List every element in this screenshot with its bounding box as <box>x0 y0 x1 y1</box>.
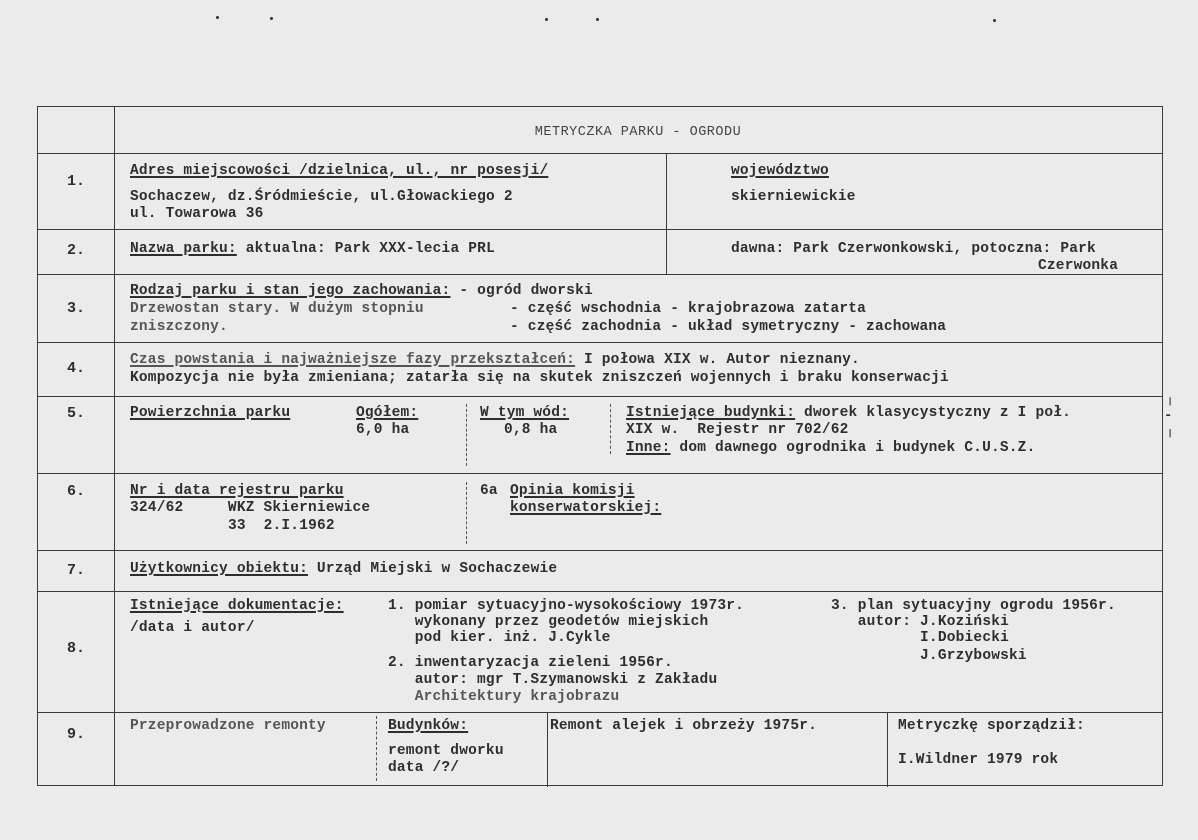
scan-speck <box>596 18 599 21</box>
row-number-2: 2. <box>66 242 85 259</box>
park-name <box>130 240 495 258</box>
doc-3-line-1: 3. plan sytuacyjny ogrodu 1956r. <box>831 598 1116 614</box>
docs-sub: /data i autor/ <box>130 620 255 636</box>
doc-3-line-3: I.Dobiecki <box>831 630 1010 646</box>
scan-speck <box>216 16 219 19</box>
address-line-1: Sochaczew, dz.Śródmieście, ul.Głowackiego 2 <box>130 189 513 205</box>
opinion-label-1: Opinia komisji <box>510 483 635 499</box>
water-label: W tym wód: <box>480 405 570 421</box>
col-divider <box>547 712 548 787</box>
park-type <box>130 282 593 300</box>
area-total-value: 6,0 ha <box>356 422 410 438</box>
margin-mark: - <box>1164 408 1173 424</box>
register-label: Nr i data rejestru parku <box>130 483 344 499</box>
row-number-5: 5. <box>66 405 85 422</box>
doc-3-line-2: autor: J.Koziński <box>831 614 1010 630</box>
area-label: Powierzchnia parku <box>130 405 291 421</box>
address-label: Adres miejscowości /dzielnica, ul., nr posesji/ <box>130 163 549 179</box>
row-number-1: 1. <box>66 173 85 190</box>
number-column-divider <box>114 107 115 785</box>
row-divider <box>38 153 1162 154</box>
tree-stand-left-2: zniszczony. <box>130 319 228 335</box>
tree-stand-left: Drzewostan stary. W dużym stopniu <box>130 301 424 317</box>
row-divider <box>38 712 1162 713</box>
other-value: dom dawnego ogrodnika i budynek C.U.S.Z. <box>670 440 1036 456</box>
row-divider <box>38 229 1162 230</box>
voivodeship-label: województwo <box>731 163 829 179</box>
doc-2-line-1: 2. inwentaryzacja zieleni 1956r. <box>388 655 673 671</box>
other-buildings <box>626 439 1035 457</box>
doc-2-line-3: Architektury krajobrazu <box>388 689 620 705</box>
other-label: Inne: <box>626 440 671 456</box>
buildings-register: XIX w. Rejestr nr 702/62 <box>626 422 849 438</box>
opinion-number: 6a <box>480 483 498 499</box>
prepared-by-value: I.Wildner 1979 rok <box>898 752 1059 768</box>
park-name-current: aktualna: Park XXX-lecia PRL <box>236 241 495 257</box>
row-divider <box>38 473 1162 474</box>
row-divider <box>38 274 1162 275</box>
area-total-label: Ogółem: <box>356 405 419 421</box>
row-number-6: 6. <box>66 483 85 500</box>
row-number-9: 9. <box>66 726 85 743</box>
row-number-8: 8. <box>66 640 85 657</box>
park-type-value: - ogród dworski <box>450 283 593 299</box>
col-divider <box>666 153 667 274</box>
users <box>130 560 557 578</box>
row-divider <box>38 342 1162 343</box>
address-line-2: ul. Towarowa 36 <box>130 206 264 222</box>
row-number-7: 7. <box>66 562 85 579</box>
col-divider-dashed <box>466 404 467 466</box>
row-number-3: 3. <box>66 300 85 317</box>
opinion-label-2: konserwatorskiej: <box>510 500 662 516</box>
col-divider <box>887 712 888 787</box>
doc-1-line-2: wykonany przez geodetów miejskich <box>388 614 709 630</box>
scan-speck <box>993 19 996 22</box>
repairs-buildings-label: Budynków: <box>388 718 469 734</box>
margin-mark: ╷ <box>1166 391 1175 407</box>
margin-mark: ╵ <box>1166 431 1175 447</box>
composition-note: Kompozycja nie była zmieniana; zatarła się na skutek zniszczeń wojennych i braku konserwacji <box>130 370 949 386</box>
users-label: Użytkownicy obiektu: <box>130 561 309 577</box>
voivodeship-value: skierniewickie <box>731 189 856 205</box>
park-name-former-1: dawna: Park Czerwonkowski, potoczna: Park <box>731 241 1096 257</box>
register-number: 324/62 WKZ Skierniewice <box>130 500 371 516</box>
buildings-label: Istniejące budynki: <box>626 405 796 421</box>
tree-stand-west: - część zachodnia - układ symetryczny - zachowana <box>510 319 947 335</box>
repairs-alleys: Remont alejek i obrzeży 1975r. <box>550 718 818 734</box>
scan-speck <box>545 18 548 21</box>
origin-label: Czas powstania i najważniejsze fazy przekształceń: <box>130 352 576 368</box>
water-value: 0,8 ha <box>504 422 558 438</box>
buildings <box>626 404 1071 422</box>
repairs-buildings-line-2: data /?/ <box>388 760 460 776</box>
repairs-label: Przeprowadzone remonty <box>130 718 326 734</box>
doc-3-line-4: J.Grzybowski <box>831 648 1027 664</box>
row-divider <box>38 550 1162 551</box>
docs-label: Istniejące dokumentacje: <box>130 598 344 614</box>
doc-1-line-1: 1. pomiar sytuacyjno-wysokościowy 1973r. <box>388 598 745 614</box>
users-value: Urząd Miejski w Sochaczewie <box>308 561 558 577</box>
row-divider <box>38 396 1162 397</box>
park-name-former-2: Czerwonka <box>1038 258 1119 274</box>
repairs-buildings-line-1: remont dworku <box>388 743 504 759</box>
col-divider-dashed <box>466 482 467 544</box>
park-record-card <box>37 106 1163 786</box>
register-date: 33 2.I.1962 <box>228 518 335 534</box>
doc-1-line-3: pod kier. inż. J.Cykle <box>388 630 611 646</box>
row-divider <box>38 591 1162 592</box>
doc-2-line-2: autor: mgr T.Szymanowski z Zakładu <box>388 672 718 688</box>
origin-value: I połowa XIX w. Autor nieznany. <box>575 352 860 368</box>
buildings-value: dworek klasycystyczny z I poł. <box>795 405 1072 421</box>
card-title: METRYCZKA PARKU - OGRODU <box>534 125 742 140</box>
prepared-by-label: Metryczkę sporządził: <box>898 718 1085 734</box>
col-divider-dashed <box>610 404 611 454</box>
tree-stand-east: - część wschodnia - krajobrazowa zatarta <box>510 301 867 317</box>
col-divider-dashed <box>376 716 377 781</box>
scan-speck <box>270 17 273 20</box>
park-type-label: Rodzaj parku i stan jego zachowania: <box>130 283 451 299</box>
origin <box>130 351 860 369</box>
park-name-label: Nazwa parku: <box>130 241 237 257</box>
row-number-4: 4. <box>66 360 85 377</box>
